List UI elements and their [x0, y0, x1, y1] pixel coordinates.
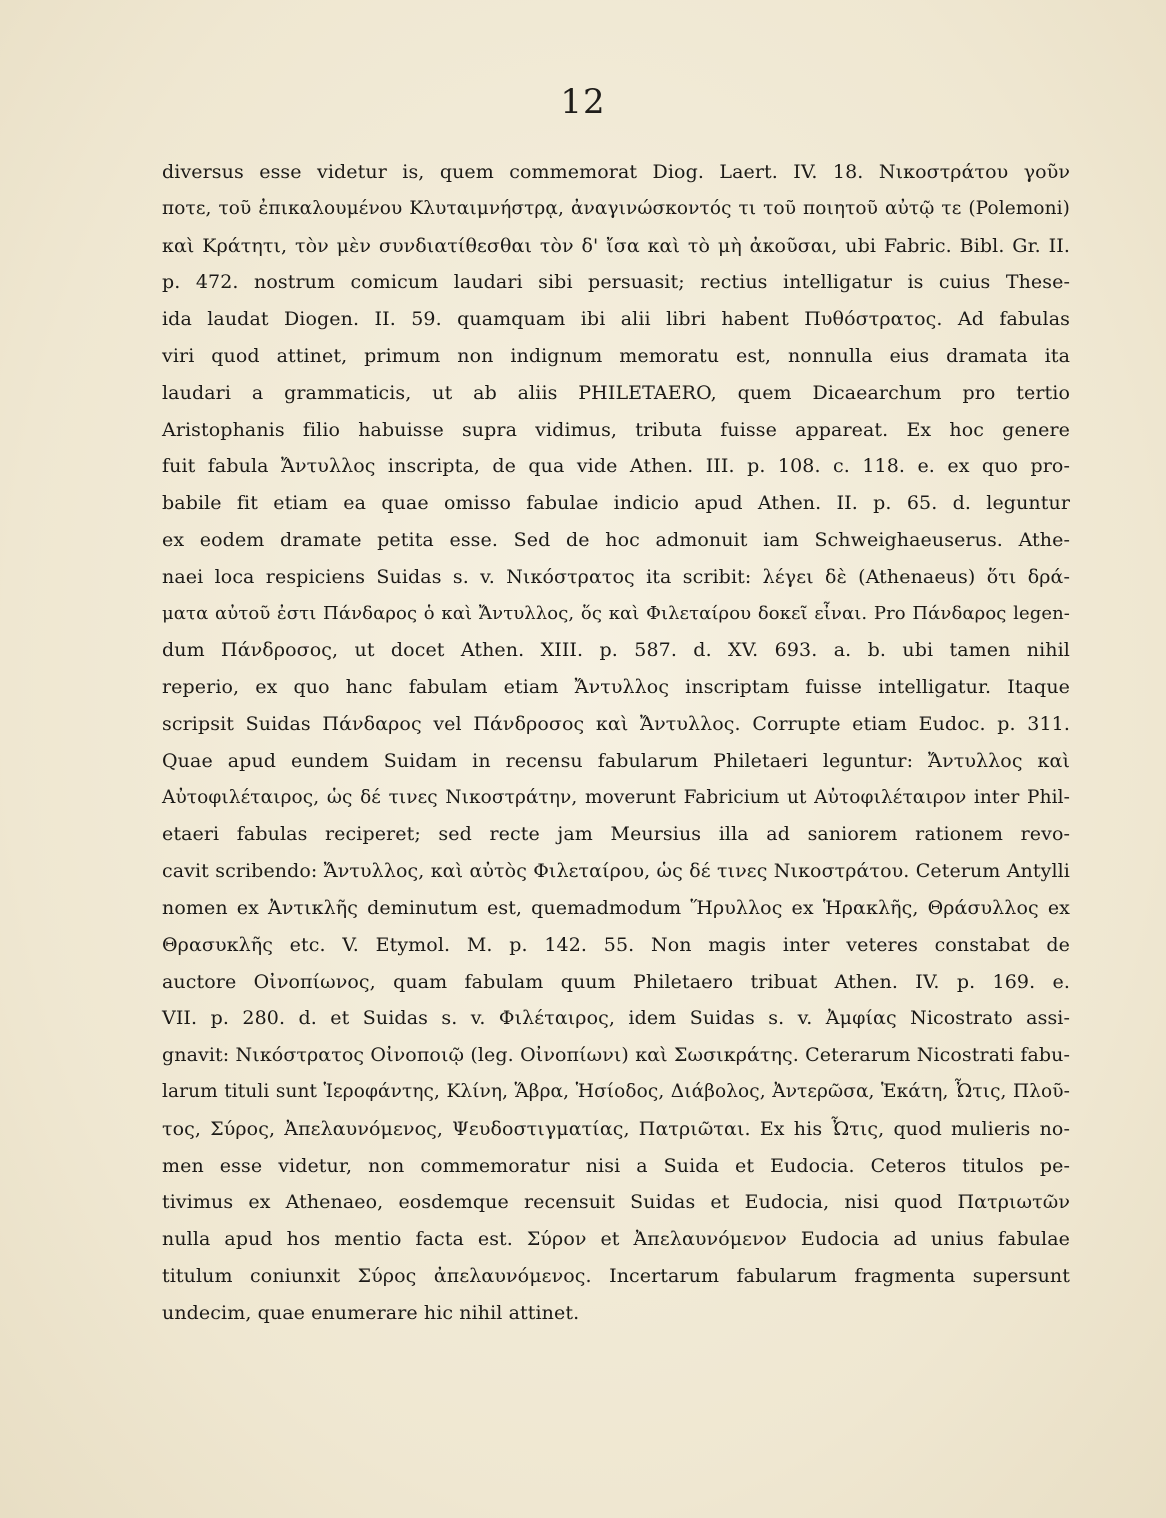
text-line: undecim, quae enumerare hic nihil attinet. — [162, 1301, 580, 1324]
text-line: Θρασυκλῆς etc. V. Etymol. M. p. 142. 55. Non magis inter veteres constabat de — [162, 933, 1070, 956]
text-line: Αὐτοφιλέταιρος, ὡς δέ τινες Νικοστράτην, moverunt Fabricium ut Αὐτοφιλέταιρον inter Phil- — [162, 786, 1070, 808]
text-line: reperio, ex quo hanc fabulam etiam Ἄντυλλος inscriptam fuisse intelligatur. Itaque — [162, 676, 1070, 699]
text-line: ποτε, τοῦ ἐπικαλουμένου Κλυταιμνήστρᾳ, ἀναγινώσκοντός τι τοῦ ποιητοῦ αὐτῷ τε (Polemoni) — [162, 197, 1070, 219]
text-line: diversus esse videtur is, quem commemorat Diog. Laert. IV. 18. Νικοστράτου γοῦν — [162, 161, 1070, 183]
text-line: p. 472. nostrum comicum laudari sibi persuasit; rectius intelligatur is cuius Thesе- — [162, 271, 1070, 294]
text-line: Aristophanis filio habuisse supra vidimus, tributa fuisse appareat. Ex hoc genere — [162, 418, 1070, 441]
text-line: καὶ Κράτητι, τὸν μὲν συνδιατίθεσθαι τὸν δ' ἴσα καὶ τὸ μὴ ἀκοῦσαι, ubi Fabric. Bibl. Gr. II. — [162, 234, 1070, 257]
text-line: ματα αὐτοῦ ἐστι Πάνδαρος ὁ καὶ Ἄντυλλος, ὅς καὶ Φιλεταίρου δοκεῖ εἶναι. Pro Πάνδαρος legen- — [162, 602, 1070, 624]
text-line: fuit fabula Ἄντυλλος inscripta, de qua vide Athen. III. p. 108. c. 118. e. ex quo pro- — [162, 455, 1070, 478]
page-number: 12 — [560, 82, 606, 122]
text-line: laudari a grammaticis, ut ab aliis PHILETAERO, quem Dicaearchum pro tertio — [162, 381, 1070, 404]
text-line: naei loca respiciens Suidas s. v. Νικόστρατος ita scribit: λέγει δὲ (Athenaeus) ὅτι δρά- — [162, 565, 1070, 588]
text-line: men esse videtur, non commemoratur nisi a Suida et Eudocia. Ceteros titulos pe- — [162, 1154, 1070, 1177]
text-line: scripsit Suidas Πάνδαρος vel Πάνδροσος καὶ Ἄντυλλος. Corrupte etiam Eudoc. p. 311. — [162, 712, 1070, 735]
text-line: τος, Σύρος, Ἀπελαυνόμενος, Ψευδοστιγματίας, Πατριῶται. Ex his Ὦτις, quod mulieris no- — [162, 1117, 1070, 1140]
text-line: nomen ex Ἀντικλῆς deminutum est, quemadmodum Ἥρυλλος ex Ἡρακλῆς, Θράσυλλος ex — [162, 896, 1070, 919]
text-line: viri quod attinet, primum non indignum memoratu est, nonnulla eius dramata ita — [162, 344, 1070, 367]
text-line: larum tituli sunt Ἱεροφάντης, Κλίνη, Ἅβρα, Ἡσίοδος, Διάβολος, Ἀντερῶσα, Ἑκάτη, Ὦτις, Πλοῦ- — [162, 1080, 1070, 1102]
text-line: titulum coniunxit Σύρος ἀπελαυνόμενος. Incertarum fabularum fragmenta supersunt — [162, 1264, 1070, 1287]
text-line: VII. p. 280. d. et Suidas s. v. Φιλέταιρος, idem Suidas s. v. Ἀμφίας Nicostrato assi- — [162, 1007, 1070, 1030]
text-line: auctore Οἰνοπίωνος, quam fabulam quum Philetaero tribuat Athen. IV. p. 169. e. — [162, 970, 1070, 993]
text-line: ida laudat Diogen. II. 59. quamquam ibi alii libri habent Πυθόστρατος. Ad fabulas — [162, 308, 1070, 331]
text-line: cavit scribendo: Ἄντυλλος, καὶ αὐτὸς Φιλεταίρου, ὡς δέ τινες Νικοστράτου. Ceterum Antylli — [162, 860, 1070, 883]
text-line: babile fit etiam ea quae omisso fabulae indicio apud Athen. II. p. 65. d. leguntur — [162, 492, 1070, 515]
text-line: tivimus ex Athenaeo, eosdemque recensuit Suidas et Eudocia, nisi quod Πατριωτῶν — [162, 1191, 1070, 1214]
text-line: gnavit: Νικόστρατος Οἰνοποιῷ (leg. Οἰνοπίωνι) καὶ Σωσικράτης. Ceterarum Nicostrati fabu- — [162, 1044, 1070, 1067]
body-text — [162, 154, 1070, 1332]
text-line: dum Πάνδροσος, ut docet Athen. XIII. p. 587. d. XV. 693. a. b. ubi tamen nihil — [162, 639, 1070, 662]
text-line: Quae apud eundem Suidam in recensu fabularum Philetaeri leguntur: Ἄντυλλος καὶ — [162, 749, 1070, 772]
text-line: etaeri fabulas reciperet; sed recte jam Meursius illa ad saniorem rationem revo- — [162, 823, 1070, 846]
text-line: ex eodem dramate petita esse. Sed de hoc admonuit iam Schweighaeuserus. Athe- — [162, 528, 1070, 551]
text-line: nulla apud hos mentio facta est. Σύρον et Ἀπελαυνόμενον Eudocia ad unius fabulae — [162, 1228, 1070, 1251]
